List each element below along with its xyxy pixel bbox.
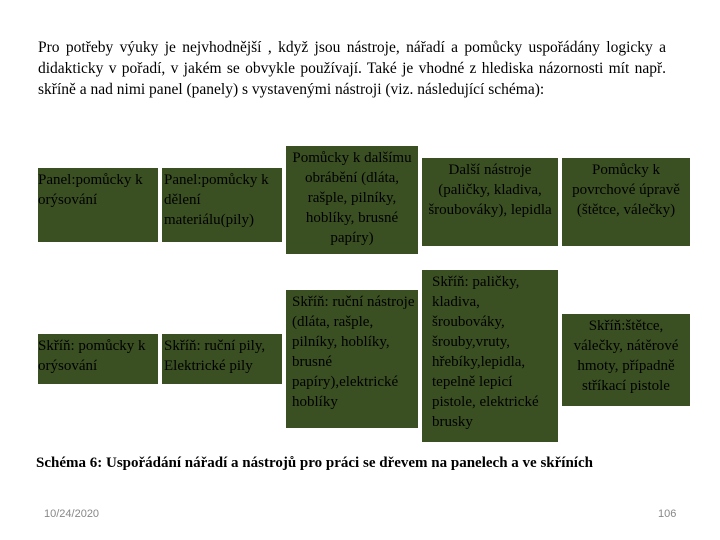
intro-paragraph: Pro potřeby výuky je nejvhodnější , když jsou nástroje, nářadí a pomůcky uspořádány logicky a didakticky v pořadí, v jakém se obvykle používají. Také je vhodné z hlediska názornosti mít např. skříně a nad nimi panel (panely) s vystavenými nástroji (viz. následující schéma): <box>38 39 666 98</box>
panel-cutting-tools: Panel:pomůcky k dělení materiálu(pily) <box>162 168 282 242</box>
cabinet-hammers-screwdrivers: Skříň: paličky, kladiva, šroubováky, šrouby,vruty, hřebíky,lepidla, tepelně lepicí pistole, elektrické brusky <box>422 270 558 442</box>
cabinet-brushes-paints: Skříň:štětce, válečky, nátěrové hmoty, případně stříkací pistole <box>562 314 690 406</box>
cabinet-hand-tools: Skříň: ruční nástroje (dláta, rašple, pilníky, hoblíky, brusné papíry),elektrické hoblíky <box>286 290 418 428</box>
cabinet-saws: Skříň: ruční pily, Elektrické pily <box>162 334 282 384</box>
panel-surface-finishing: Pomůcky k povrchové úpravě (štětce, válečky) <box>562 158 690 246</box>
footer-page-number: 106 <box>658 508 677 520</box>
schema-caption: Schéma 6: Uspořádání nářadí a nástrojů pro práci se dřevem na panelech a ve skříních <box>36 455 593 471</box>
panel-marking-tools: Panel:pomůcky k orýsování <box>38 168 158 242</box>
cabinet-marking-tools: Skříň: pomůcky k orýsování <box>38 334 158 384</box>
panel-further-machining: Pomůcky k dalšímu obrábění (dláta, rašple, pilníky, hoblíky, brusné papíry) <box>286 146 418 254</box>
footer-date: 10/24/2020 <box>44 508 100 520</box>
panel-other-tools: Další nástroje (paličky, kladiva, šroubováky), lepidla <box>422 158 558 246</box>
